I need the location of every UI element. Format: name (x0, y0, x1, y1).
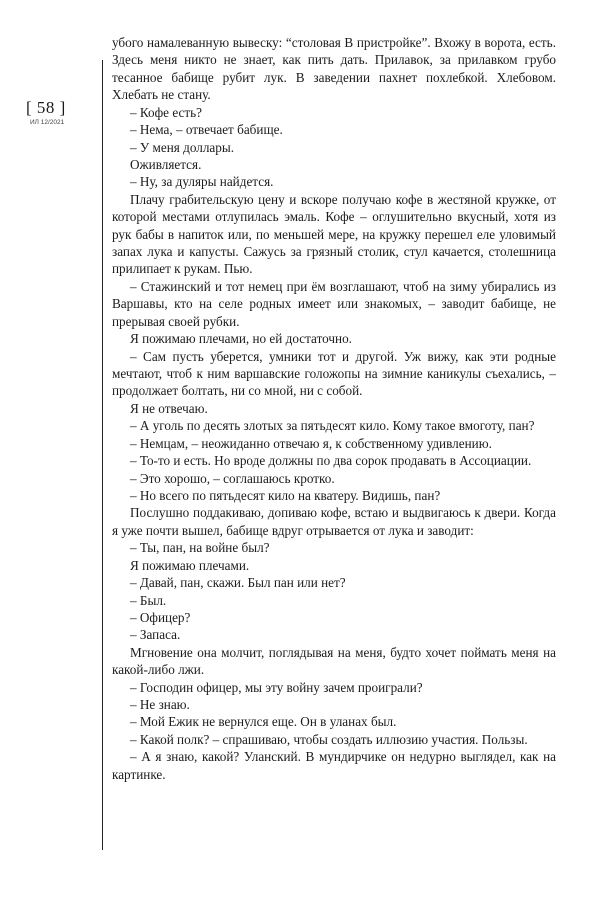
body-text (112, 34, 556, 783)
paragraph: убого намалеванную вывеску: “столовая В пристройке”. Вхожу в ворота, есть. Здесь меня никто не знает, как пить дать. Прилавок, за прилавком грубо тесанное бабище рубит лук. В заведении пахнет похлебкой. Хлебовом. Хлебать не стану. (112, 35, 556, 103)
paragraph: – Запаса. (130, 627, 181, 643)
paragraph: – Офицер? (130, 609, 191, 625)
paragraph: Оживляется. (130, 156, 202, 172)
paragraph: Послушно поддакиваю, допиваю кофе, встаю и выдвигаюсь к двери. Когда я уже почти вышел, бабище вдруг отрывается от лука и заводит: (112, 505, 556, 538)
paragraph: Я пожимаю плечами. (130, 557, 250, 573)
paragraph: – Ну, за дуляры найдется. (130, 174, 274, 190)
paragraph: – Мой Ежик не вернулся еще. Он в уланах был. (130, 714, 397, 730)
paragraph: Плачу грабительскую цену и вскоре получаю кофе в жестяной кружке, от которой местами отлупилась эмаль. Кофе – оглушительно вкусный, хотя из рук бабы в напиток или, по меньшей мере, на кружку перешел еле уловимый запах лука и капусты. Сажусь за грязный столик, стул качается, столешница прилипает к рукам. Пью. (112, 191, 556, 277)
margin-rule (102, 60, 103, 850)
paragraph: Я не отвечаю. (130, 400, 208, 416)
paragraph: – Господин офицер, мы эту войну зачем проиграли? (130, 679, 423, 695)
paragraph: Я пожимаю плечами, но ей достаточно. (130, 331, 352, 347)
paragraph: – Сам пусть уберется, умники тот и другой. Уж вижу, как эти родные мечтают, чтоб к ним варшавские голожопы на зимние каникулы съехались, – продолжает болтать, ни со мной, ни с собой. (112, 348, 556, 399)
paragraph: – Ты, пан, на войне был? (130, 540, 270, 556)
paragraph: – Какой полк? – спрашиваю, чтобы создать иллюзию участия. Пользы. (130, 731, 528, 747)
issue-label: ИЛ 12/2021 (30, 119, 65, 126)
paragraph: – То-то и есть. Но вроде должны по два сорок продавать в Ассоциации. (130, 453, 532, 469)
page-number: [ 58 ] (26, 98, 66, 117)
paragraph: – Не знаю. (130, 697, 190, 713)
paragraph: – А уголь по десять злотых за пятьдесят кило. Кому такое вмоготу, пан? (130, 418, 535, 434)
paragraph: – Был. (130, 592, 167, 608)
paragraph: – У меня доллары. (130, 139, 235, 155)
paragraph: Мгновение она молчит, поглядывая на меня, будто хочет поймать меня на какой-либо лжи. (112, 644, 556, 678)
paragraph: – Это хорошо, – соглашаюсь кротко. (130, 470, 335, 486)
paragraph: – Немцам, – неожиданно отвечаю я, к собственному удивлению. (130, 435, 492, 451)
paragraph: – Нема, – отвечает бабище. (130, 122, 283, 138)
paragraph: – А я знаю, какой? Уланский. В мундирчике он недурно выглядел, как на картинке. (112, 749, 556, 782)
paragraph: – Давай, пан, скажи. Был пан или нет? (130, 575, 346, 591)
paragraph: – Но всего по пятьдесят кило на кватеру. Видишь, пан? (130, 487, 441, 503)
paragraph: – Стажинский и тот немец при ём возглашают, чтоб на зиму убирались из Варшавы, кто на селе родных имеет или знакомых, – заводит бабище, не прерывая своей рубки. (112, 278, 556, 329)
paragraph: – Кофе есть? (130, 104, 202, 120)
